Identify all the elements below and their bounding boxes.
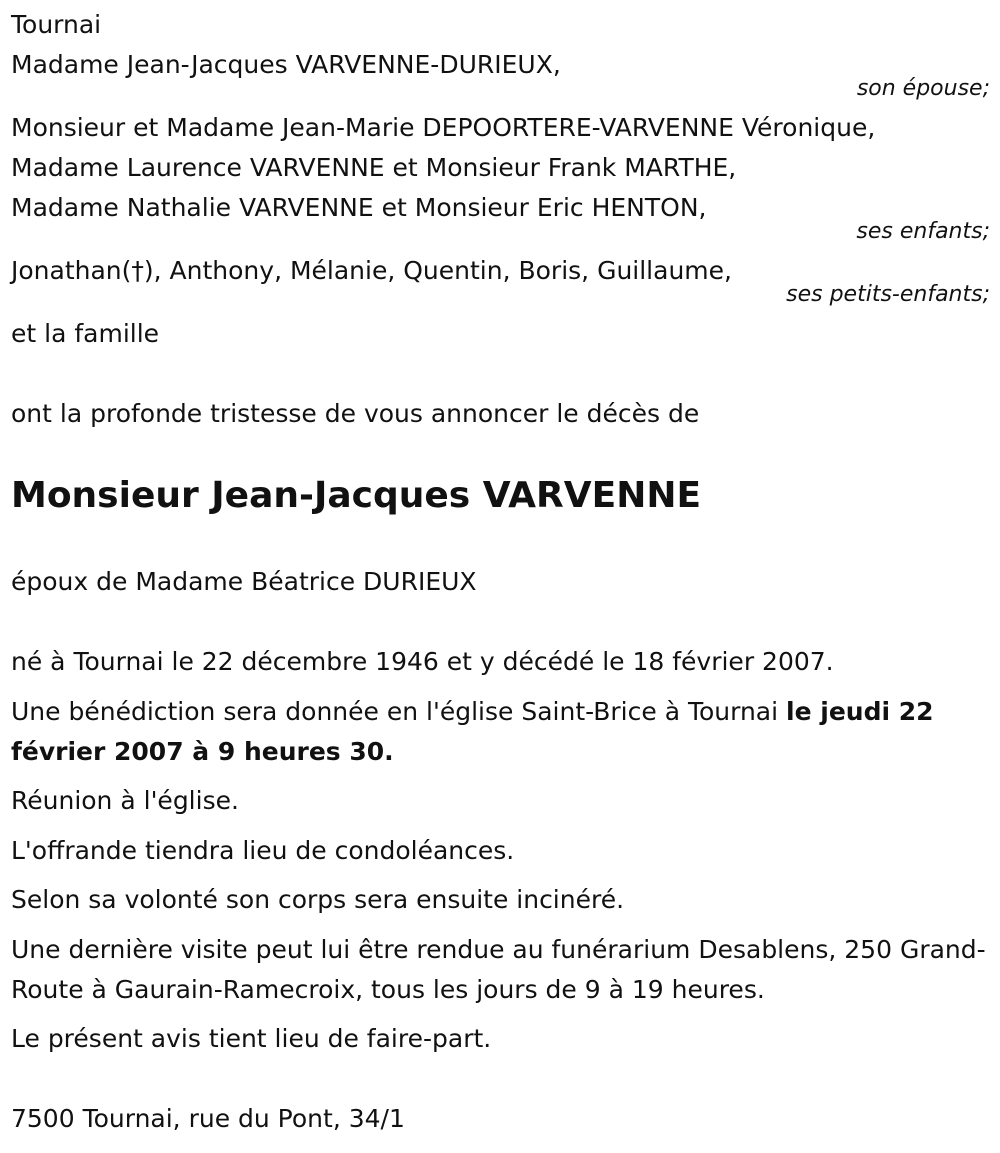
detail-offrande: L'offrande tiendra lieu de condoléances. [11, 836, 515, 865]
detail-faire-part: Le présent avis tient lieu de faire-part. [11, 1024, 492, 1053]
detail-visite: Une dernière visite peut lui être rendue au funérarium Desablens, 250 Grand-Route à Gaurain-Ramecroix, tous les jours de 9 à 19 heures. [11, 935, 986, 1004]
city-line: Tournai [11, 10, 102, 39]
birth-death-line: né à Tournai le 22 décembre 1946 et y décédé le 18 février 2007. [11, 647, 834, 676]
grandchildren-role: ses petits-enfants; [786, 282, 990, 307]
detail-reunion: Réunion à l'église. [11, 786, 239, 815]
children-role: ses enfants; [856, 219, 990, 244]
deceased-name: Monsieur Jean-Jacques VARVENNE [11, 475, 702, 516]
ceremony-text: Une bénédiction sera donnée en l'église Saint-Brice à Tournai [11, 697, 787, 726]
ceremony-date: le jeudi 22 février 2007 à 9 heures 30. [11, 697, 934, 766]
address-line: 7500 Tournai, rue du Pont, 34/1 [11, 1104, 405, 1133]
detail-incineration: Selon sa volonté son corps sera ensuite incinéré. [11, 885, 625, 914]
ceremony-paragraph [11, 692, 986, 772]
spouse-role: son épouse; [856, 76, 990, 101]
deceased-spouse-line: époux de Madame Béatrice DURIEUX [11, 567, 477, 596]
spouse-line: Madame Jean-Jacques VARVENNE-DURIEUX, [11, 50, 561, 79]
family-line: et la famille [11, 319, 160, 348]
child-line-3: Madame Nathalie VARVENNE et Monsieur Eric HENTON, [11, 193, 707, 222]
grandchildren-line: Jonathan(†), Anthony, Mélanie, Quentin, Boris, Guillaume, [11, 256, 732, 285]
child-line-1: Monsieur et Madame Jean-Marie DEPOORTERE-VARVENNE Véronique, [11, 113, 876, 142]
child-line-2: Madame Laurence VARVENNE et Monsieur Frank MARTHE, [11, 153, 737, 182]
announcement-line: ont la profonde tristesse de vous annoncer le décès de [11, 399, 700, 428]
